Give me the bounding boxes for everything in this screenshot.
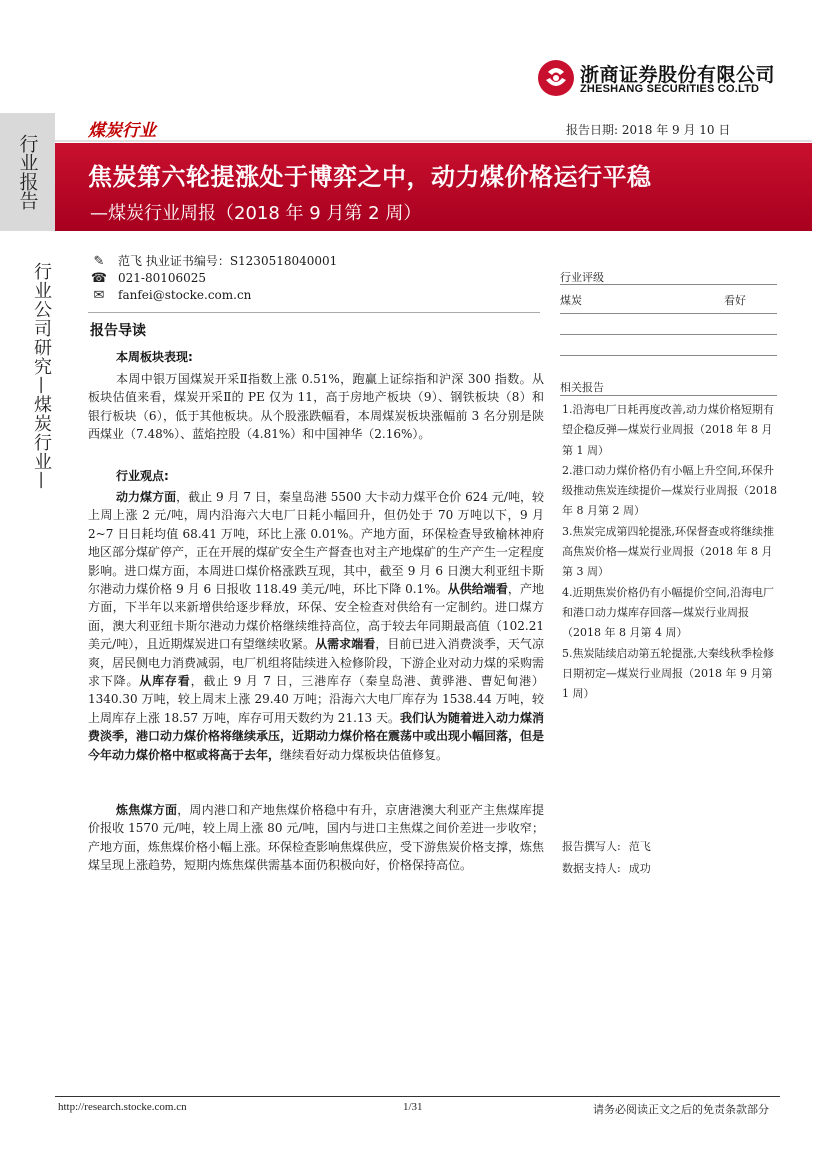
category-vertical-label: 行业公司研究—煤炭行业— — [31, 262, 52, 490]
coking-coal-text: ，周内港口和产地焦煤价格稳中有升，京唐港澳大利亚产主焦煤库提价报收 1570 元/吨，较上周上涨 80 元/吨，国内与进口主焦煤之间价差进一步收窄；产地方面，炼焦煤价格小幅上涨。环保检查影响焦煤供应，受下游焦炭价格支撑，炼焦煤呈现上涨趋势，短期内炼焦煤供需基本面仍积极向好，价格保持高位。 — [88, 803, 545, 873]
company-name-cn: 浙商证券股份有限公司 — [580, 64, 776, 86]
related-report-item[interactable]: 2.港口动力煤价格仍有小幅上升空间,环保升级推动焦炭连续提价—煤炭行业周报（2018 年 8 月第 2 周） — [562, 463, 777, 518]
thermal-coal-text-2: ，产地方面，下半年以来新增供给逐步释放，环保、安全检查对供给有一定制约。进口煤方面，澳大利亚纽卡斯尔港动力煤价格继续维持高位，高于较去年同期最高值（102.21 美元/吨），且近期煤炭进口有望继续收紧。 — [88, 582, 544, 652]
related-report-item[interactable]: 5.焦炭陆续启动第五轮提涨,大秦线秋季检修日期初定—煤炭行业周报（2018 年 9 月第 1 周） — [562, 646, 774, 701]
sector-title: 煤炭行业 — [88, 121, 156, 141]
related-reports-label: 相关报告 — [560, 381, 604, 394]
rating-rule-1 — [560, 313, 777, 314]
related-report-item[interactable]: 1.沿海电厂日耗再度改善,动力煤价格短期有望企稳反弹—煤炭行业周报（2018 年 8 月第 1 周） — [562, 403, 774, 457]
related-report-item[interactable]: 4.近期焦炭价格仍有小幅提价空间,沿海电厂和港口动力煤库存回落—煤炭行业周报（2018 年 8 月第 4 周） — [562, 585, 774, 640]
writer-label: 报告撰写人: — [562, 840, 621, 853]
rating-rule-3 — [560, 355, 777, 356]
rating-label: 行业评级 — [560, 271, 604, 284]
rating-value: 看好 — [724, 294, 746, 307]
phone-row — [90, 270, 337, 287]
footer-rule — [55, 1096, 780, 1097]
thermal-coal-lead: 动力煤方面 — [116, 490, 177, 504]
report-date: 报告日期: 2018 年 9 月 10 日 — [566, 123, 731, 137]
sector-performance-text: 本周中银万国煤炭开采Ⅱ指数上涨 0.51%，跑赢上证综指和沪深 300 指数。从板块估值来看，煤炭开采Ⅱ的 PE 仅为 11，高于房地产板块（9）、钢铁板块（8）和银行板块（6），低于其他板块。从个股涨跌幅看，本周煤炭板块涨幅前 3 名分别是陕西煤业（7.48%）、蓝焰控股（4.81%）和中国神华（2.16%）。 — [88, 372, 544, 442]
page-number: 1/31 — [403, 1101, 423, 1113]
phone-number: 021-80106025 — [118, 271, 207, 285]
divider — [88, 312, 540, 313]
support-name: 成功 — [628, 862, 651, 875]
related-rule — [560, 395, 777, 396]
rating-rule-2 — [560, 334, 777, 335]
disclaimer-note: 请务必阅读正文之后的免责条款部分 — [593, 1103, 769, 1116]
industry-view-heading: 行业观点: — [116, 469, 169, 483]
related-reports-list — [562, 400, 780, 704]
rating-rule-top — [560, 284, 777, 285]
thermal-coal-text-3: ，目前已进入消费淡季，天气凉爽，居民侧电力消费减弱，电厂机组将陆续进入检修阶段，下游企业对动力煤的采购需求下降。 — [88, 637, 545, 689]
related-report-item[interactable]: 3.焦炭完成第四轮提涨,环保督查或将继续推高焦炭价格—煤炭行业周报（2018 年 8 月第 3 周） — [562, 524, 774, 579]
company-logo — [536, 58, 776, 98]
zheshang-logo-icon — [536, 58, 576, 98]
coking-coal-lead: 炼焦煤方面 — [116, 803, 178, 817]
summary-heading: 报告导读 — [90, 323, 146, 339]
mail-icon: ✉ — [93, 288, 105, 303]
company-name-en: ZHESHANG SECURITIES CO.LTD — [580, 83, 760, 95]
demand-lead: 从需求端看 — [315, 637, 376, 652]
thermal-coal-tail: 继续看好动力煤板块估值修复。 — [280, 747, 449, 762]
coking-coal-paragraph — [88, 801, 544, 875]
headline-subtitle: —煤炭行业周报（2018 年 9 月第 2 周） — [90, 203, 422, 224]
rating-sector: 煤炭 — [560, 294, 582, 307]
authors-block — [562, 836, 651, 880]
supply-lead: 从供给端看 — [447, 582, 508, 597]
sector-performance-heading: 本周板块表现: — [116, 350, 193, 364]
contact-block — [90, 253, 337, 304]
email-row — [90, 287, 337, 304]
writer-name: 范飞 — [628, 840, 651, 853]
email-address[interactable]: fanfei@stocke.com.cn — [118, 288, 252, 302]
inventory-lead: 从库存看 — [139, 674, 191, 689]
support-row — [562, 858, 651, 880]
sidebar-label: 行业报告 — [16, 134, 39, 210]
pen-icon: ✎ — [93, 254, 105, 269]
writer-row — [562, 836, 651, 858]
thermal-coal-text-4: ，截止 9 月 7 日，三港库存（秦皇岛港、黄骅港、曹妃甸港）1340.30 万吨，较上周末上涨 29.40 万吨；沿海六大电厂库存为 1538.44 万吨，较上周库存上涨 18.57 万吨，库存可用天数约为 21.13 天。 — [88, 674, 544, 725]
analyst-info: 范飞 执业证书编号：S1230518040001 — [118, 254, 338, 268]
thermal-coal-conclusion: 我们认为随着进入动力煤消费淡季，港口动力煤价格将继续承压，近期动力煤价格在震荡中或出现小幅回落，但是今年动力煤价格中枢或将高于去年， — [88, 710, 545, 762]
phone-icon: ☎ — [90, 271, 108, 286]
headline-title: 焦炭第六轮提涨处于博弈之中，动力煤价格运行平稳 — [88, 163, 652, 191]
analyst-row — [90, 253, 337, 270]
thermal-coal-paragraph — [88, 488, 544, 764]
thermal-coal-text-1: ，截止 9 月 7 日，秦皇岛港 5500 大卡动力煤平仓价 624 元/吨，较上周上涨 2 元/吨，周内沿海六大电厂日耗小幅回升，但仍处于 70 万吨以下，9 月 2~7 日日耗均值 68.41 万吨，环比上涨 0.01%。产地方面，环保检查导致榆林神府地区部分煤矿停产，正在开展的煤矿安全生产督查也对主产地煤矿的生产产生一定程度影响。进口煤方面，本周进口煤价格涨跌互现，其中，截至 9 月 6 日澳大利亚纽卡斯尔港动力煤价格 9 月 6 日报收 118.49 美元/吨，环比下降 0.1%。 — [88, 490, 545, 597]
footer-url-link[interactable]: http://research.stocke.com.cn — [58, 1101, 187, 1113]
support-label: 数据支持人: — [562, 862, 621, 875]
